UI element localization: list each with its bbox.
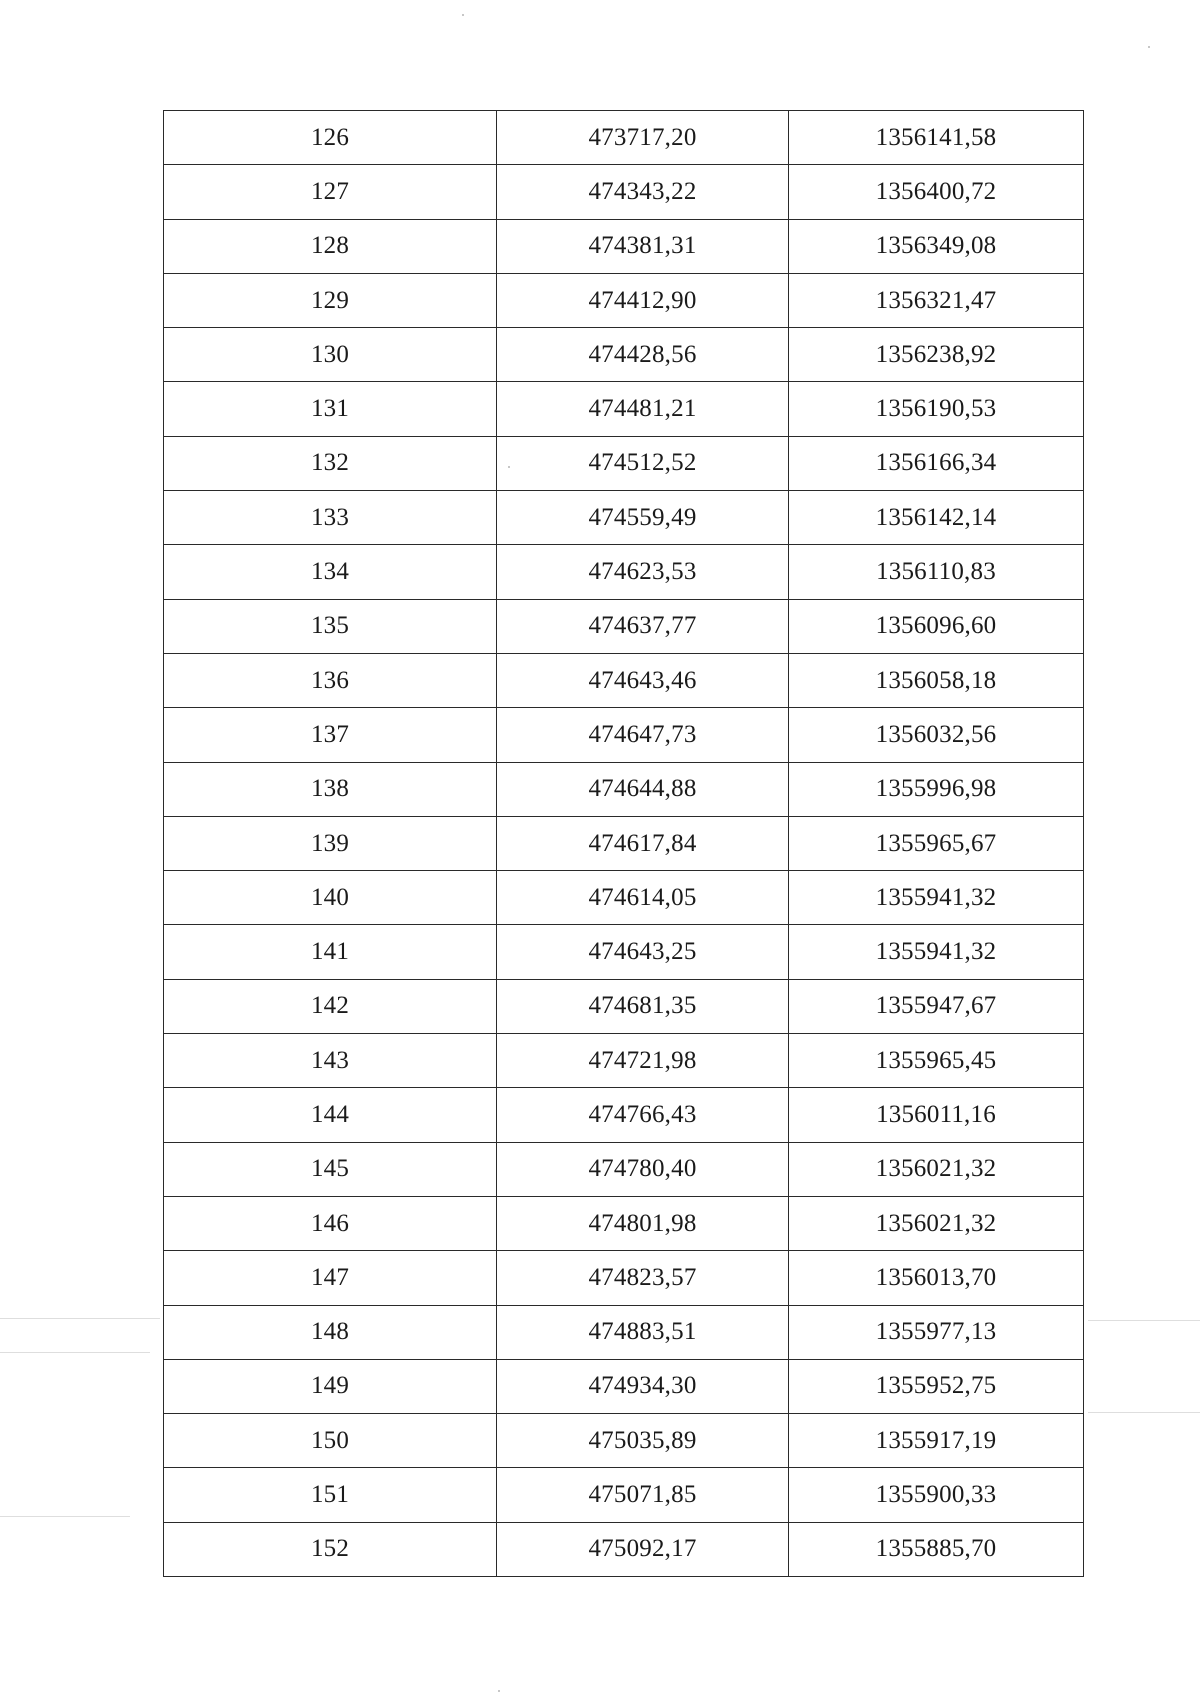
table-row [164, 816, 1084, 870]
y-coordinate-cell: 1356096,60 [789, 599, 1084, 653]
point-number-cell: 142 [164, 979, 497, 1033]
y-coordinate-cell: 1356021,32 [789, 1196, 1084, 1250]
x-coordinate-cell: 474644,88 [497, 762, 789, 816]
point-number-cell: 138 [164, 762, 497, 816]
scan-speck [508, 466, 510, 468]
y-coordinate-cell: 1356032,56 [789, 708, 1084, 762]
point-number-cell: 148 [164, 1305, 497, 1359]
y-coordinate-cell: 1355885,70 [789, 1522, 1084, 1576]
x-coordinate-cell: 473717,20 [497, 111, 789, 165]
y-coordinate-cell: 1356190,53 [789, 382, 1084, 436]
scan-artifact-line [1088, 1320, 1200, 1321]
coordinates-table-body [164, 111, 1084, 1577]
y-coordinate-cell: 1355952,75 [789, 1359, 1084, 1413]
x-coordinate-cell: 474343,22 [497, 165, 789, 219]
point-number-cell: 136 [164, 653, 497, 707]
table-row [164, 491, 1084, 545]
y-coordinate-cell: 1356011,16 [789, 1088, 1084, 1142]
scan-speck [1148, 46, 1150, 48]
y-coordinate-cell: 1356349,08 [789, 219, 1084, 273]
table-row [164, 925, 1084, 979]
scan-speck [462, 14, 464, 16]
table-row [164, 1359, 1084, 1413]
x-coordinate-cell: 474823,57 [497, 1251, 789, 1305]
x-coordinate-cell: 474381,31 [497, 219, 789, 273]
y-coordinate-cell: 1355965,45 [789, 1034, 1084, 1088]
table-row [164, 436, 1084, 490]
table-row [164, 708, 1084, 762]
point-number-cell: 151 [164, 1468, 497, 1522]
point-number-cell: 145 [164, 1142, 497, 1196]
table-row [164, 165, 1084, 219]
scan-artifact-line [1088, 1412, 1200, 1413]
x-coordinate-cell: 474481,21 [497, 382, 789, 436]
x-coordinate-cell: 474428,56 [497, 328, 789, 382]
table-row [164, 1142, 1084, 1196]
x-coordinate-cell: 475071,85 [497, 1468, 789, 1522]
table-row [164, 762, 1084, 816]
point-number-cell: 141 [164, 925, 497, 979]
y-coordinate-cell: 1356021,32 [789, 1142, 1084, 1196]
x-coordinate-cell: 474681,35 [497, 979, 789, 1033]
x-coordinate-cell: 474647,73 [497, 708, 789, 762]
y-coordinate-cell: 1356142,14 [789, 491, 1084, 545]
point-number-cell: 130 [164, 328, 497, 382]
point-number-cell: 134 [164, 545, 497, 599]
table-row [164, 273, 1084, 327]
y-coordinate-cell: 1355947,67 [789, 979, 1084, 1033]
point-number-cell: 137 [164, 708, 497, 762]
table-row [164, 979, 1084, 1033]
table-row [164, 1034, 1084, 1088]
y-coordinate-cell: 1356013,70 [789, 1251, 1084, 1305]
table-row [164, 1196, 1084, 1250]
table-row [164, 1414, 1084, 1468]
y-coordinate-cell: 1355941,32 [789, 925, 1084, 979]
point-number-cell: 147 [164, 1251, 497, 1305]
x-coordinate-cell: 474643,25 [497, 925, 789, 979]
table-row [164, 1251, 1084, 1305]
y-coordinate-cell: 1356321,47 [789, 273, 1084, 327]
point-number-cell: 128 [164, 219, 497, 273]
table-row [164, 545, 1084, 599]
y-coordinate-cell: 1356141,58 [789, 111, 1084, 165]
x-coordinate-cell: 474721,98 [497, 1034, 789, 1088]
point-number-cell: 131 [164, 382, 497, 436]
y-coordinate-cell: 1356400,72 [789, 165, 1084, 219]
x-coordinate-cell: 475035,89 [497, 1414, 789, 1468]
coordinates-table [163, 110, 1084, 1577]
table-row [164, 1468, 1084, 1522]
x-coordinate-cell: 474614,05 [497, 871, 789, 925]
y-coordinate-cell: 1356058,18 [789, 653, 1084, 707]
y-coordinate-cell: 1356166,34 [789, 436, 1084, 490]
point-number-cell: 129 [164, 273, 497, 327]
point-number-cell: 126 [164, 111, 497, 165]
scan-speck [498, 1690, 500, 1692]
x-coordinate-cell: 474623,53 [497, 545, 789, 599]
point-number-cell: 144 [164, 1088, 497, 1142]
x-coordinate-cell: 474412,90 [497, 273, 789, 327]
x-coordinate-cell: 474934,30 [497, 1359, 789, 1413]
x-coordinate-cell: 474559,49 [497, 491, 789, 545]
point-number-cell: 133 [164, 491, 497, 545]
x-coordinate-cell: 474801,98 [497, 1196, 789, 1250]
y-coordinate-cell: 1356110,83 [789, 545, 1084, 599]
table-row [164, 1522, 1084, 1576]
scan-artifact-line [0, 1318, 160, 1319]
point-number-cell: 135 [164, 599, 497, 653]
table-row [164, 219, 1084, 273]
table-row [164, 1305, 1084, 1359]
table-row [164, 599, 1084, 653]
table-row [164, 1088, 1084, 1142]
point-number-cell: 146 [164, 1196, 497, 1250]
table-row [164, 382, 1084, 436]
x-coordinate-cell: 474617,84 [497, 816, 789, 870]
x-coordinate-cell: 474643,46 [497, 653, 789, 707]
scan-artifact-line [0, 1516, 130, 1517]
y-coordinate-cell: 1355977,13 [789, 1305, 1084, 1359]
x-coordinate-cell: 475092,17 [497, 1522, 789, 1576]
y-coordinate-cell: 1355941,32 [789, 871, 1084, 925]
point-number-cell: 150 [164, 1414, 497, 1468]
x-coordinate-cell: 474766,43 [497, 1088, 789, 1142]
point-number-cell: 139 [164, 816, 497, 870]
table-row [164, 871, 1084, 925]
point-number-cell: 132 [164, 436, 497, 490]
point-number-cell: 127 [164, 165, 497, 219]
point-number-cell: 149 [164, 1359, 497, 1413]
y-coordinate-cell: 1356238,92 [789, 328, 1084, 382]
scan-artifact-line [0, 1352, 150, 1353]
table-row [164, 111, 1084, 165]
x-coordinate-cell: 474512,52 [497, 436, 789, 490]
y-coordinate-cell: 1355917,19 [789, 1414, 1084, 1468]
x-coordinate-cell: 474780,40 [497, 1142, 789, 1196]
x-coordinate-cell: 474883,51 [497, 1305, 789, 1359]
point-number-cell: 140 [164, 871, 497, 925]
point-number-cell: 143 [164, 1034, 497, 1088]
y-coordinate-cell: 1355965,67 [789, 816, 1084, 870]
x-coordinate-cell: 474637,77 [497, 599, 789, 653]
table-row [164, 328, 1084, 382]
y-coordinate-cell: 1355900,33 [789, 1468, 1084, 1522]
table-row [164, 653, 1084, 707]
point-number-cell: 152 [164, 1522, 497, 1576]
y-coordinate-cell: 1355996,98 [789, 762, 1084, 816]
